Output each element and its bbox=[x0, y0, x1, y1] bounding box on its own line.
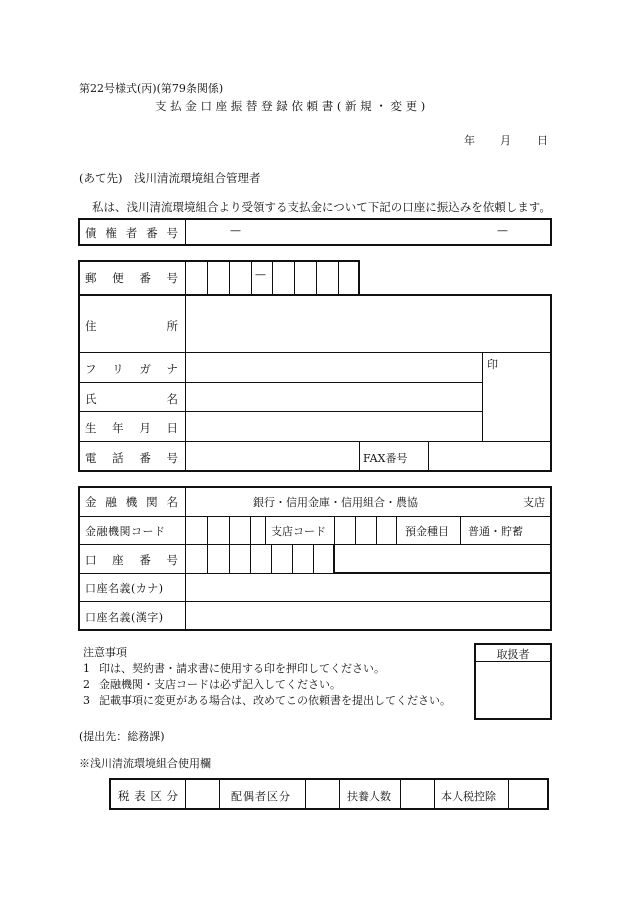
deposit-type-options: 普通・貯蓄 bbox=[468, 525, 523, 538]
creditor-dash-1: — bbox=[230, 224, 241, 237]
tax-class-field[interactable] bbox=[186, 779, 219, 809]
creditor-number-label: 債 権 者 番 号 bbox=[85, 226, 178, 240]
institution-label: 金 融 機 関 名 bbox=[85, 495, 178, 509]
creditor-dash-2: — bbox=[497, 224, 508, 237]
holder-kanji-field[interactable] bbox=[186, 602, 551, 630]
deposit-type-label: 預金種目 bbox=[405, 525, 449, 538]
phone-field[interactable] bbox=[186, 442, 359, 471]
branch-suffix: 支店 bbox=[523, 496, 545, 509]
account-number-label: 口 座 番 号 bbox=[85, 553, 178, 567]
name-label: 氏 名 bbox=[85, 392, 178, 406]
addressee: (あて先) 浅川清流環境組合管理者 bbox=[79, 171, 261, 185]
submission-to: (提出先：総務課) bbox=[79, 730, 165, 743]
birth-date-field[interactable] bbox=[186, 412, 482, 441]
phone-label: 電 話 番 号 bbox=[85, 451, 178, 465]
address-field[interactable] bbox=[186, 295, 551, 352]
branch-code-field[interactable] bbox=[335, 517, 396, 544]
birth-date-label: 生 年 月 日 bbox=[85, 421, 178, 435]
branch-code-label: 支店コード bbox=[271, 525, 326, 538]
date-year-label: 年 bbox=[464, 134, 475, 147]
note-item: 3 記載事項に変更がある場合は、改めてこの依頼書を提出してください。 bbox=[83, 694, 451, 707]
request-text: 私は、浅川清流環境組合より受領する支払金について下記の口座に振込みを依頼します。 bbox=[92, 200, 551, 214]
postal-dash: — bbox=[255, 268, 266, 281]
note-item: 2 金融機関・支店コードは必ず記入してください。 bbox=[83, 678, 341, 691]
dependents-label: 扶養人数 bbox=[347, 790, 391, 803]
fax-label: FAX番号 bbox=[363, 452, 408, 465]
postal-label: 郵 便 番 号 bbox=[85, 271, 178, 285]
fax-field[interactable] bbox=[429, 442, 551, 471]
address-label: 住 所 bbox=[85, 319, 178, 333]
form-title: 支 払 金 口 座 振 替 登 録 依 頼 書 ( 新 規 ・ 変 更 ) bbox=[155, 99, 426, 113]
holder-kana-field[interactable] bbox=[186, 574, 551, 601]
institution-options: 銀行・信用金庫・信用組合・農協 bbox=[253, 496, 418, 509]
spouse-class-field[interactable] bbox=[306, 779, 339, 809]
furigana-label: フ リ ガ ナ bbox=[85, 362, 178, 376]
notes-heading: 注意事項 bbox=[83, 646, 127, 659]
handler-label: 取扱者 bbox=[496, 648, 530, 661]
dependents-field[interactable] bbox=[401, 779, 434, 809]
holder-kana-label: 口座名義(カナ) bbox=[85, 582, 164, 595]
form-number: 第22号様式(丙)(第79条関係) bbox=[79, 82, 224, 95]
creditor-number-field[interactable] bbox=[186, 219, 551, 245]
account-number-field[interactable] bbox=[186, 545, 332, 573]
institution-field[interactable] bbox=[186, 487, 551, 516]
seal-label: 印 bbox=[487, 358, 498, 371]
self-deduction-field[interactable] bbox=[509, 779, 547, 809]
furigana-field[interactable] bbox=[186, 353, 482, 382]
holder-kanji-label: 口座名義(漢字) bbox=[85, 611, 164, 624]
institution-code-label: 金融機関コード bbox=[85, 525, 166, 538]
postal-code-field[interactable] bbox=[186, 261, 358, 295]
tax-class-label: 税 表 区 分 bbox=[118, 789, 178, 803]
note-item: 1 印は、契約書・請求書に使用する印を押印してください。 bbox=[83, 662, 385, 675]
date-month-label: 月 bbox=[500, 134, 511, 147]
name-field[interactable] bbox=[186, 383, 482, 411]
date-day-label: 日 bbox=[537, 134, 548, 147]
seal-area[interactable] bbox=[483, 353, 551, 441]
spouse-class-label: 配偶者区分 bbox=[231, 790, 291, 803]
institution-code-field[interactable] bbox=[186, 517, 265, 544]
handler-stamp-area[interactable] bbox=[476, 662, 550, 718]
office-use-heading: ※浅川清流環境組合使用欄 bbox=[79, 757, 211, 770]
self-deduction-label: 本人税控除 bbox=[441, 790, 496, 803]
